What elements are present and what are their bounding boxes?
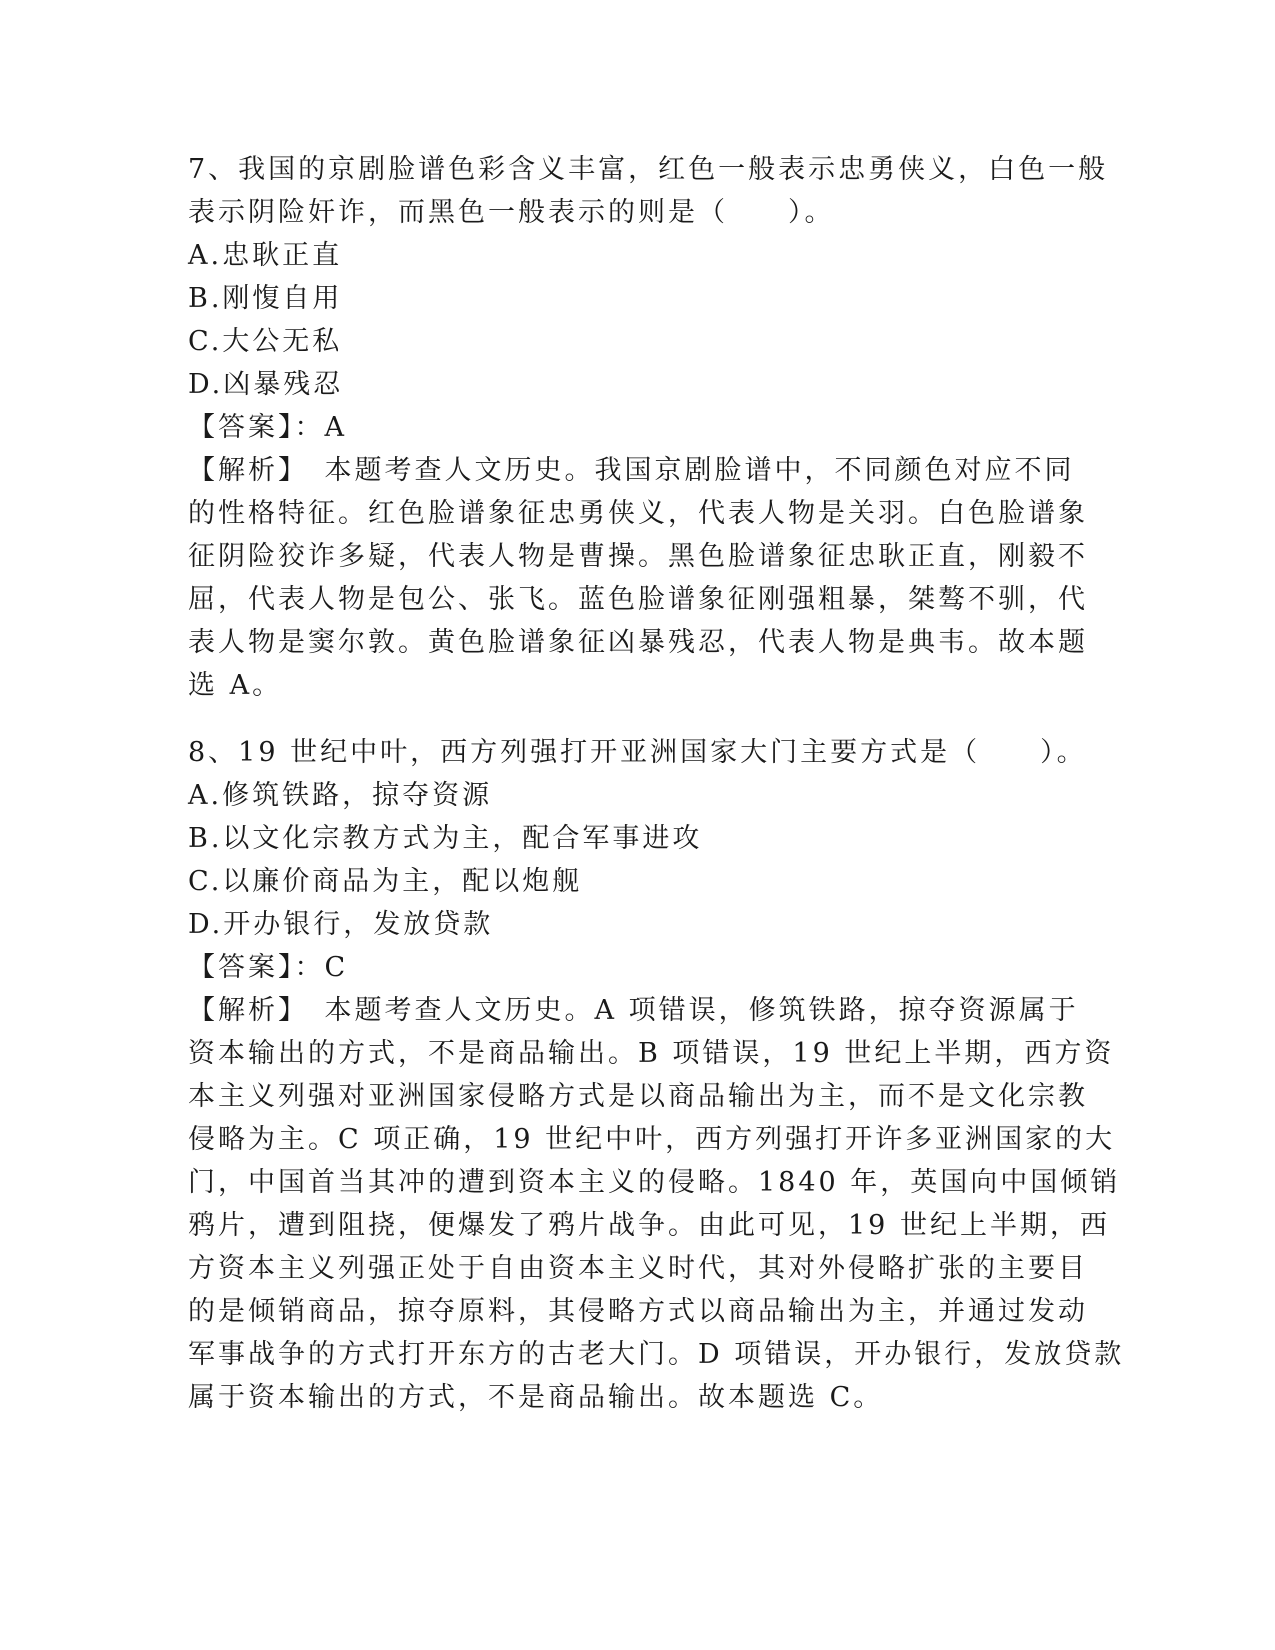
document-page xyxy=(188,148,1125,1419)
analysis-line: 本主义列强对亚洲国家侵略方式是以商品输出为主，而不是文化宗教 xyxy=(188,1081,1088,1112)
analysis-line: 属于资本输出的方式，不是商品输出。故本题选 C。 xyxy=(188,1382,884,1413)
question-stem xyxy=(188,148,1109,234)
answer: 【答案】：C xyxy=(188,952,349,983)
analysis-line: 表人物是窦尔敦。黄色脸谱象征凶暴残忍，代表人物是典韦。故本题 xyxy=(188,627,1088,658)
analysis-line: 屈，代表人物是包公、张飞。蓝色脸谱象征刚强粗暴，桀骜不驯，代 xyxy=(188,584,1088,615)
analysis-line: 门，中国首当其冲的遭到资本主义的侵略。1840 年，英国向中国倾销 xyxy=(188,1167,1121,1198)
analysis-line: 选 A。 xyxy=(188,670,283,701)
option-d: D.开办银行，发放贷款 xyxy=(188,909,494,940)
option-b: B.刚愎自用 xyxy=(188,283,343,314)
option-b: B.以文化宗教方式为主，配合军事进攻 xyxy=(188,823,703,854)
analysis xyxy=(188,989,1125,1419)
analysis-line: 资本输出的方式，不是商品输出。B 项错误，19 世纪上半期，西方资 xyxy=(188,1038,1115,1069)
analysis-line: 军事战争的方式打开东方的古老大门。D 项错误，开办银行，发放贷款 xyxy=(188,1339,1125,1370)
option-d: D.凶暴残忍 xyxy=(188,369,344,400)
analysis-line: 鸦片，遭到阻挠，便爆发了鸦片战争。由此可见，19 世纪上半期，西 xyxy=(188,1210,1110,1241)
option-a: A.修筑铁路，掠夺资源 xyxy=(188,780,493,811)
option-a: A.忠耿正直 xyxy=(188,240,343,271)
question-8 xyxy=(188,731,1125,1419)
option-c: C.以廉价商品为主，配以炮舰 xyxy=(188,866,583,897)
option-c: C.大公无私 xyxy=(188,326,343,357)
analysis-line: 【解析】 本题考查人文历史。我国京剧脸谱中，不同颜色对应不同 xyxy=(188,455,1075,486)
question-stem xyxy=(188,731,1088,774)
question-7 xyxy=(188,148,1109,707)
analysis-line: 的是倾销商品，掠夺原料，其侵略方式以商品输出为主，并通过发动 xyxy=(188,1296,1088,1327)
analysis xyxy=(188,449,1088,707)
stem-line: 8、19 世纪中叶，西方列强打开亚洲国家大门主要方式是（ ）。 xyxy=(188,737,1087,768)
analysis-line: 侵略为主。C 项正确，19 世纪中叶，西方列强打开许多亚洲国家的大 xyxy=(188,1124,1116,1155)
answer: 【答案】：A xyxy=(188,412,347,443)
stem-line: 表示阴险奸诈，而黑色一般表示的则是（ ）。 xyxy=(188,197,835,228)
question-gap xyxy=(188,707,1088,731)
analysis-line: 方资本主义列强正处于自由资本主义时代，其对外侵略扩张的主要目 xyxy=(188,1253,1088,1284)
analysis-line: 的性格特征。红色脸谱象征忠勇侠义，代表人物是关羽。白色脸谱象 xyxy=(188,498,1088,529)
analysis-line: 征阴险狡诈多疑，代表人物是曹操。黑色脸谱象征忠耿正直，刚毅不 xyxy=(188,541,1088,572)
stem-line: 7、我国的京剧脸谱色彩含义丰富，红色一般表示忠勇侠义，白色一般 xyxy=(188,154,1109,185)
analysis-line: 【解析】 本题考查人文历史。A 项错误，修筑铁路，掠夺资源属于 xyxy=(188,995,1079,1026)
